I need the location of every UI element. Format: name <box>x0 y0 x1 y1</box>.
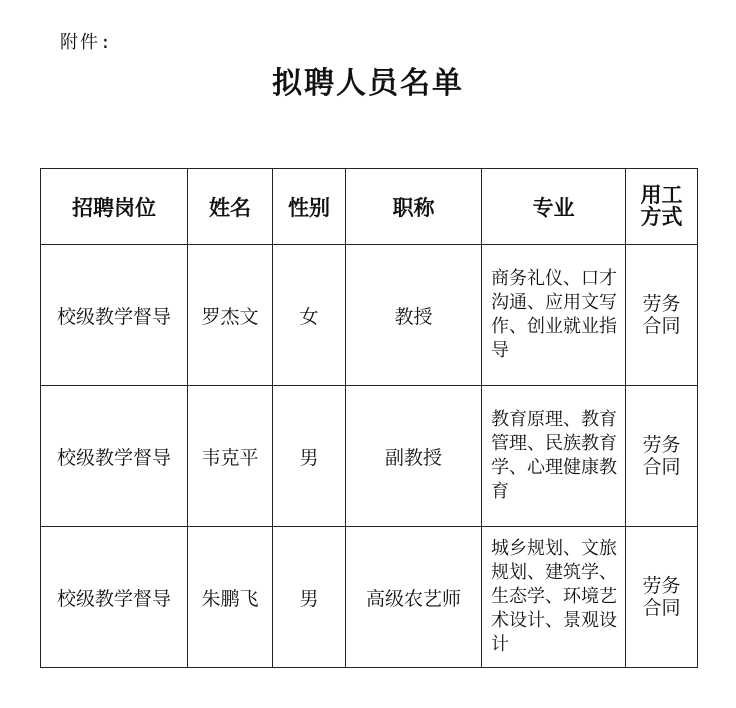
header-title: 职称 <box>346 169 482 245</box>
cell-title: 高级农艺师 <box>346 527 482 668</box>
cell-gender: 女 <box>273 245 346 386</box>
header-gender: 性别 <box>273 169 346 245</box>
cell-major: 城乡规划、文旅规划、建筑学、生态学、环境艺术设计、景观设计 <box>482 527 626 668</box>
table-row <box>41 386 698 527</box>
header-work-type-text: 用工方式 <box>640 182 683 229</box>
cell-work-type-text: 劳务合同 <box>642 292 681 337</box>
candidate-table <box>40 168 698 668</box>
cell-work-type <box>626 245 698 386</box>
cell-name: 韦克平 <box>188 386 273 527</box>
header-major: 专业 <box>482 169 626 245</box>
table-header-row <box>41 169 698 245</box>
cell-gender: 男 <box>273 527 346 668</box>
cell-position: 校级教学督导 <box>41 245 188 386</box>
attachment-label: 附件: <box>60 32 113 53</box>
cell-gender: 男 <box>273 386 346 527</box>
cell-name: 朱鹏飞 <box>188 527 273 668</box>
table-row <box>41 527 698 668</box>
page-title: 拟聘人员名单 <box>272 66 464 101</box>
header-work-type <box>626 169 698 245</box>
header-position: 招聘岗位 <box>41 169 188 245</box>
cell-name: 罗杰文 <box>188 245 273 386</box>
cell-major: 教育原理、教育管理、民族教育学、心理健康教育 <box>482 386 626 527</box>
table-row <box>41 245 698 386</box>
cell-title: 教授 <box>346 245 482 386</box>
cell-work-type <box>626 527 698 668</box>
cell-position: 校级教学督导 <box>41 527 188 668</box>
cell-title: 副教授 <box>346 386 482 527</box>
cell-position: 校级教学督导 <box>41 386 188 527</box>
cell-major: 商务礼仪、口才沟通、应用文写作、创业就业指导 <box>482 245 626 386</box>
cell-work-type-text: 劳务合同 <box>642 574 681 619</box>
cell-work-type <box>626 386 698 527</box>
cell-work-type-text: 劳务合同 <box>642 433 681 478</box>
header-name: 姓名 <box>188 169 273 245</box>
